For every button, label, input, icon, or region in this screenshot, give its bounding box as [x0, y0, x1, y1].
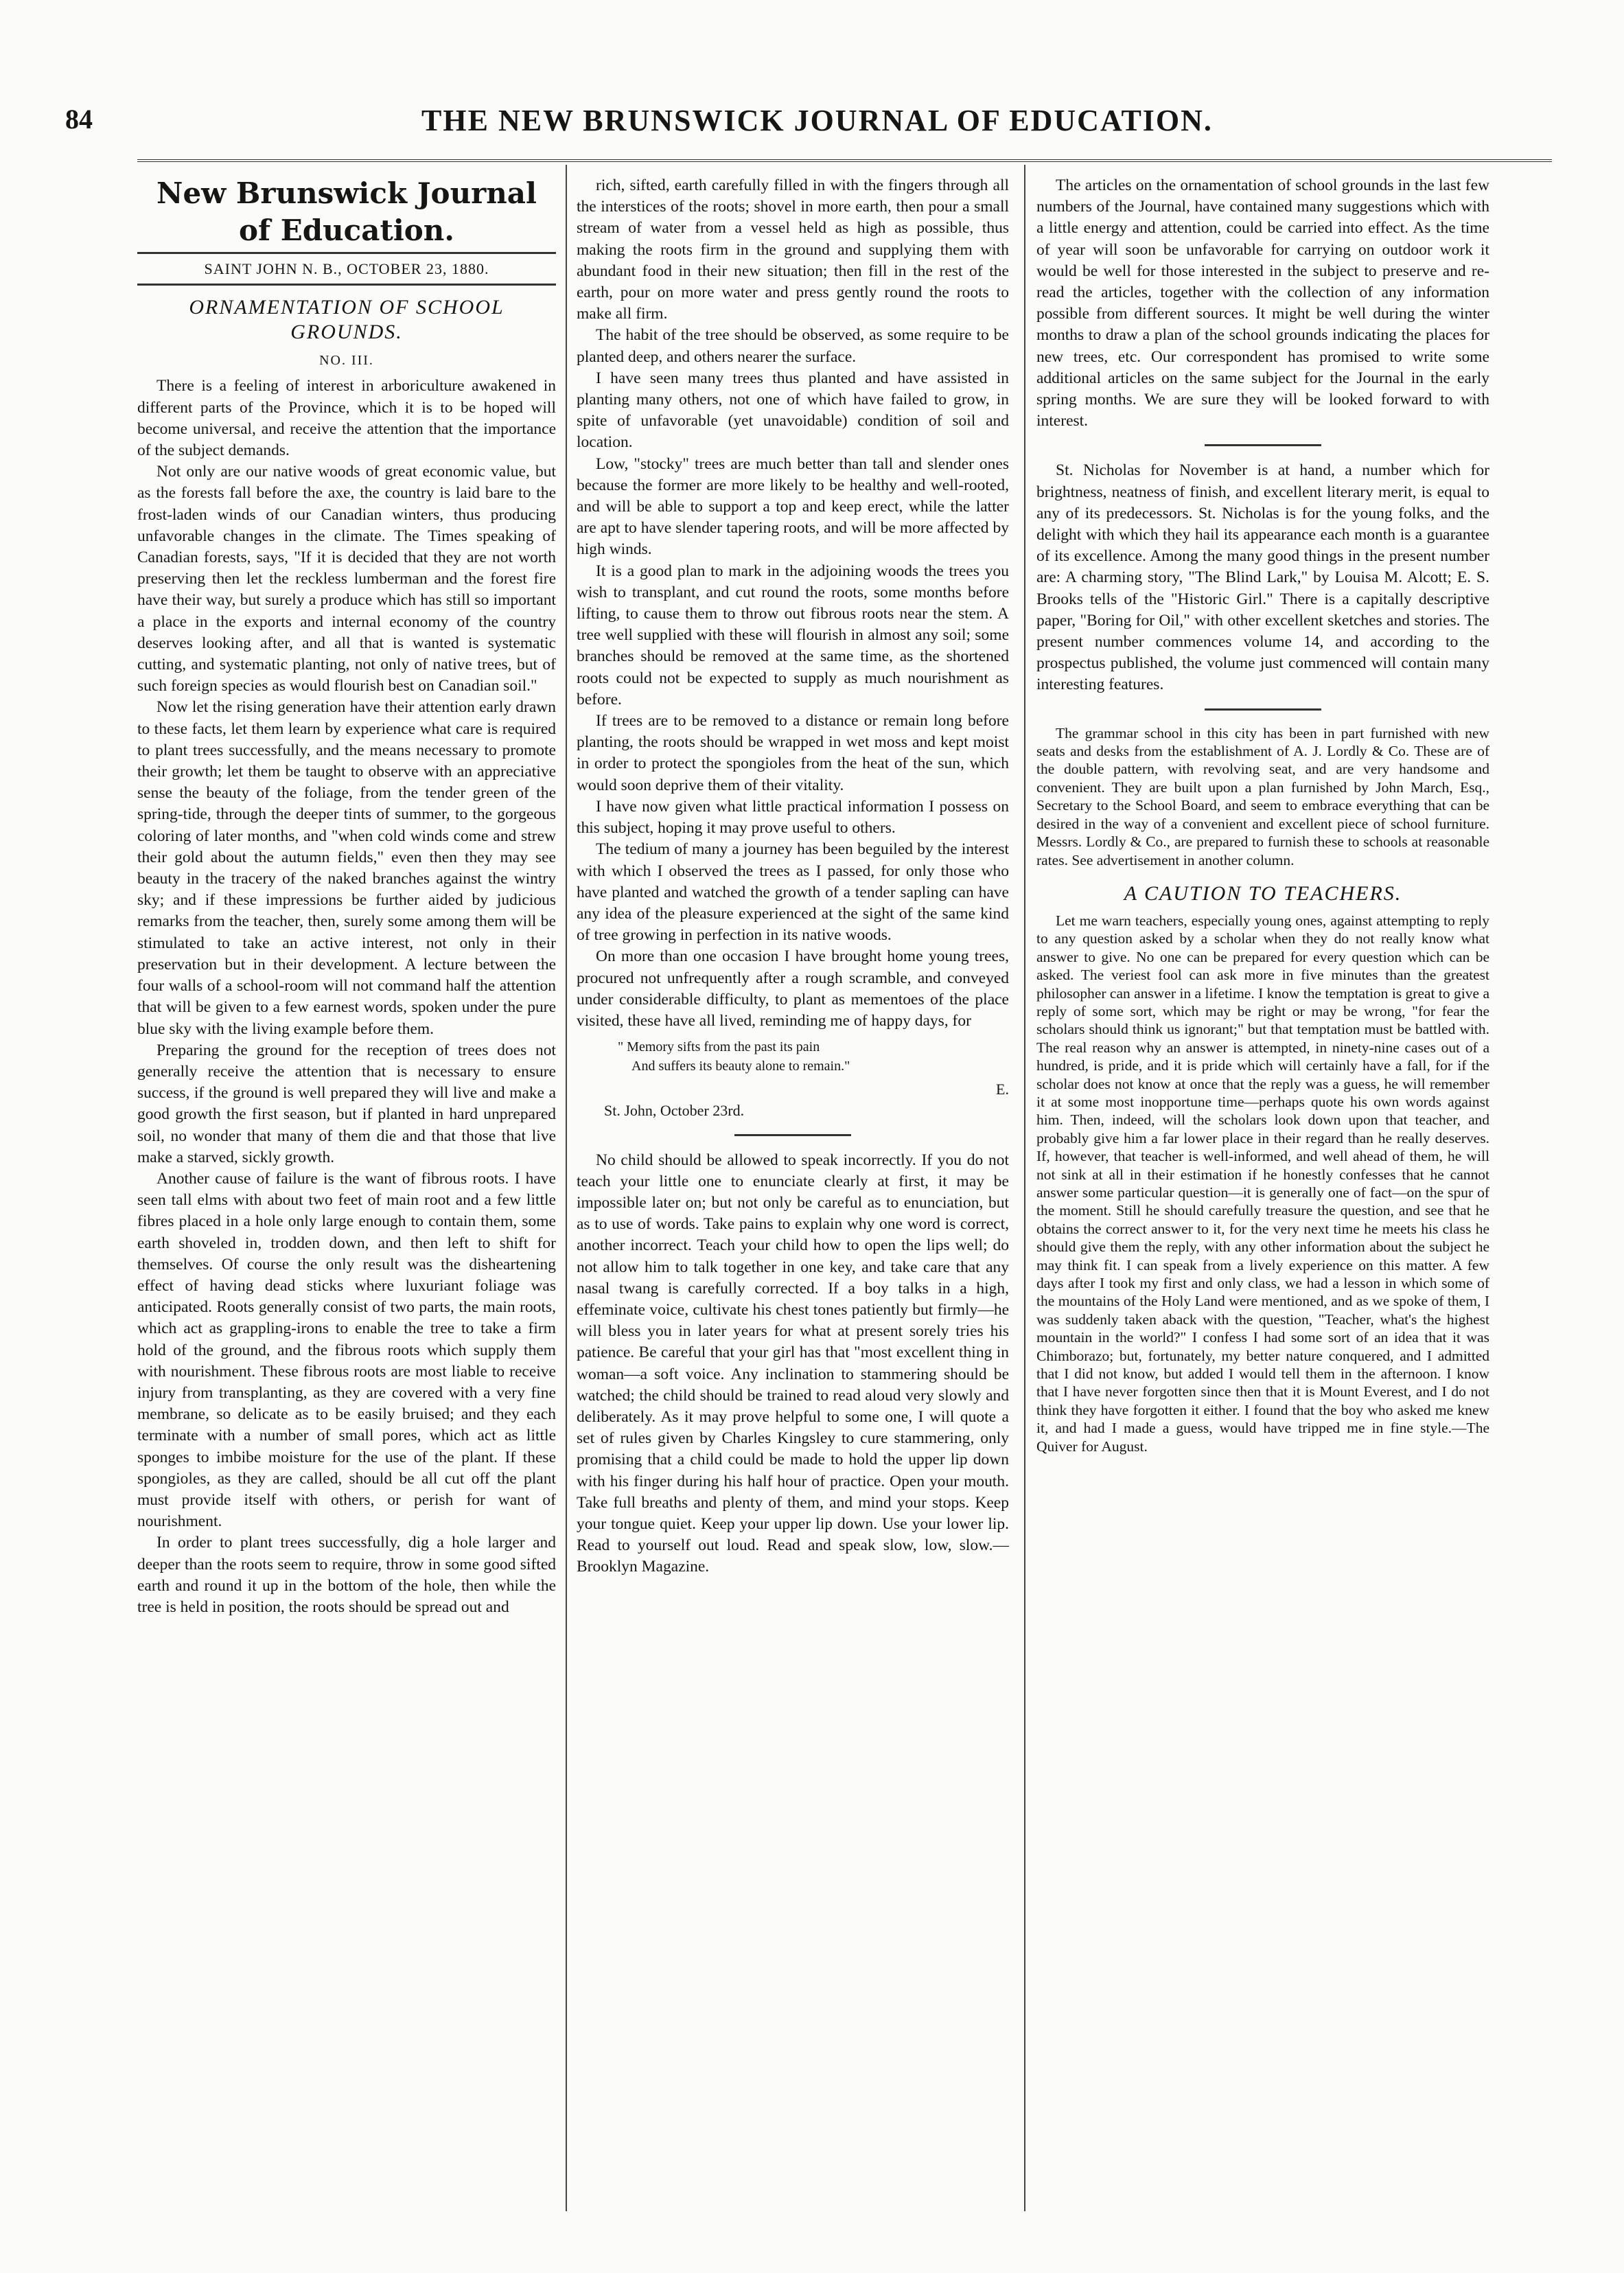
column-rule-2: [1024, 165, 1025, 2211]
paragraph: I have now given what little practical information I possess on this subject, hoping it may prove useful to others.: [577, 797, 1009, 838]
paragraph: In order to plant trees successfully, dig a hole larger and deeper than the roots seem to require, throw in some good sifted earth and round it up in the bottom of the hole, then while the tree is held in position, the roots should be spread out and: [137, 1534, 556, 1616]
paragraph: It is a good plan to mark in the adjoining woods the trees you wish to transplant, and cut round the roots, some months before lifting, to cause them to throw out fibrous roots near the stem. A tree well supplied with these will flourish in almost any soil; some branches should be removed at the same time, as the shortened roots could not be expected to supply as much nourishment as before.: [577, 562, 1009, 708]
journal-title: THE NEW BRUNSWICK JOURNAL OF EDUCATION.: [421, 104, 1213, 137]
paragraph: Now let the rising generation have their attention early drawn to these facts, let them learn by experience what care is required to plant trees successfully, and the means necessary to promote their growth; let them be taught to observe with an appreciative sense the beauty of the foliage, from the tender green of the spring-tide, through the deeper tints of summer, to the gorgeous coloring of later months, and "when cold winds come and strew their gold about the autumn fields," even then they may see beauty in the tracery of the naked branches against the wintry sky; and if these impressions be further aided by judicious remarks from the teacher, then, surely some among them will be stimulated to take an active interest, not only in their preservation but in their development. A lecture between the four walls of a school-room will not command half the attention that will be given to a few earnest words, spoken under the pure blue sky with the living example before them.: [137, 698, 556, 1038]
author-signature: E.: [996, 1081, 1009, 1098]
paragraph: On more than one occasion I have brought home young trees, procured not unfrequently after a rough scramble, and conveyed under considerable difficulty, to plant as mementoes of the place visited, these have all lived, reminding me of happy days, for: [577, 947, 1009, 1030]
verse-line: And suffers its beauty alone to remain.": [631, 1059, 850, 1074]
masthead: New Brunswick Journal of Education.: [156, 176, 537, 247]
paragraph: No child should be allowed to speak incorrectly. If you do not teach your little one to enunciate clearly at first, it may be impossible later on; but not only be careful as to enunciation, but as to use of words. Take pains to explain why one word is correct, another incorrect. Teach your child how to open the lips well; do not allow him to talk together in one key, and take care that any nasal twang is carefully corrected. If a boy talks in a high, effeminate voice, cultivate his chest tones patiently but firmly—he will bless you in later years for what at present sorely tries his patience. Be careful that your girl has that "most excellent thing in woman—a soft voice. Any inclination to stammering should be watched; the child should be trained to read aloud very slowly and deliberately. As it may prove helpful to some one, I will quote a set of rules given by Charles Kingsley to cure stammering, only promising that a child could be made to hold the upper lip down with his finger during his half hour of practice. Open your mouth. Take full breaths and plenty of them, and mind your stops. Keep your tongue quiet. Keep your upper lip down. Use your lower lip. Read to yourself out loud. Read and speak slow, low, slow.—Brooklyn Magazine.: [577, 1151, 1009, 1576]
article-headline: ORNAMENTATION OF SCHOOL GROUNDS.: [189, 296, 504, 344]
paragraph: Another cause of failure is the want of fibrous roots. I have seen tall elms with about two feet of main root and a few little fibres placed in a hole only large enough to contain them, some earth shoveled in, trodden down, and then left to shift for themselves. Of course the only result was the disheartening effect of having dead sticks where luxuriant foliage was anticipated. Roots generally consist of two parts, the main roots, which act as grappling-irons to enable the tree to take a firm hold of the ground, and the fibrous roots which supply them with nourishment. These fibrous roots are most liable to receive injury from transplanting, as they are covered with a very fine membrane, so delicate as to be easily bruised; and they each terminate with a number of small pores, which act as little sponges to imbibe moisture for the use of the plant. If these spongioles, as they are called, should be all cut off the plant must provide itself with others, or perish for want of nourishment.: [137, 1169, 556, 1531]
paragraph: The habit of the tree should be observed, as some require to be planted deep, and others nearer the surface.: [577, 326, 1009, 366]
section-separator: [734, 1134, 851, 1136]
paragraph: St. Nicholas for November is at hand, a number which for brightness, neatness of finish, and excellent literary merit, is equal to any of its predecessors. St. Nicholas is for the young folks, and the delight with which they hail its appearance each month is a guarantee of its excellence. Among the many good things in the present number are: A charming story, "The Blind Lark," by Louisa M. Alcott; E. S. Brooks tells of the "Historic Girl." There is a capitally descriptive paper, "Boring for Oil," with other excellent sketches and stories. The present number commences volume 14, and according to the prospectus published, the volume just commenced will contain many interesting features.: [1036, 461, 1489, 694]
column-rule-1: [566, 165, 567, 2211]
paragraph: The grammar school in this city has been in part furnished with new seats and desks from the establishment of A. J. Lordly & Co. These are of the double pattern, with revolving seat, and are very handsome and convenient. They are built upon a plan furnished by John March, Esq., Secretary to the School Board, and seem to embrace everything that can be desired in the way of a convenient and excellent piece of school furniture. Messrs. Lordly & Co., are prepared to furnish these to schools at reasonable rates. See advertisement in another column.: [1036, 724, 1489, 868]
column-2: [577, 175, 1009, 2211]
paragraph: If trees are to be removed to a distance or remain long before planting, the roots should be wrapped in wet moss and kept moist in order to protect the spongioles from the heat of the sun, which would soon deprive them of their vitality.: [577, 712, 1009, 794]
column-3: [1036, 175, 1489, 2211]
paragraph: Low, "stocky" trees are much better than tall and slender ones because the former are more likely to be healthy and well-rooted, and will be able to support a top and keep erect, while the latter are apt to have slender tapering roots, and will be more affected by high winds.: [577, 454, 1009, 559]
paragraph: The articles on the ornamentation of school grounds in the last few numbers of the Journal, have contained many suggestions which with a little energy and attention, could be carried into effect. As the time of year will soon be unfavorable for carrying on outdoor work it would be well for those interested in the subject to preserve and re-read the articles, together with the collection of any information possible from different sources. It might be well during the winter months to draw a plan of the school grounds indicating the places for new trees, etc. Our correspondent has promised to write some additional articles on the same subject for the Journal in the early spring months. We are sure they will be looked forward to with interest.: [1036, 176, 1489, 430]
dateline: SAINT JOHN N. B., OCTOBER 23, 1880.: [137, 252, 556, 286]
section-separator: [1205, 444, 1321, 446]
top-rule: [137, 159, 1552, 162]
column-1: [137, 175, 556, 2211]
verse-quote: [577, 1037, 1009, 1076]
section-separator: [1205, 708, 1321, 711]
paragraph: rich, sifted, earth carefully filled in with the fingers through all the interstices of the roots; shovel in more earth, then pour a small stream of water from a vessel held as high as possible, thus making the roots firm in the ground and supplying them with abundant food in their new situation; then fill in the rest of the earth, pour on more water and press gently round the roots to make all firm.: [577, 176, 1009, 323]
paragraph: Let me warn teachers, especially young ones, against attempting to reply to any question asked by a scholar when they do not really know what answer to give. No one can be prepared for every question which can be asked. The veriest fool can ask more in five minutes than the greatest philosopher can answer in a lifetime. I know the temptation is great to give a reply of some sort, which may be right or may be wrong, "for fear the scholars should think us ignorant;" but that temptation must be battled with. The real reason why an answer is attempted, in ninety-nine cases out of a hundred, is pride, and it is pride which will certainly have a fall, for if the scholar does not know at once that the reply was a guess, he will remember it at some most inopportune time—perhaps quote his own words against him. Then, indeed, will the scholars look down upon that teacher, and probably give him a far lower place in their regard than he really deserves. If, however, that teacher is well-informed, and well ahead of them, he will not sink at all in their estimation if he honestly confesses that he cannot answer some particular question—it is generally one of fact—on the spur of the moment. Still he should carefully treasure the question, and see that he obtains the correct answer to it, for the very next time he meets his class he should give them the reply, with any other information about the subject he may think fit. I can speak from a lively experience on this matter. A few days after I took my first and only class, we had a lesson in which some of the mountains of the Holy Land were mentioned, and as we spoke of them, I was suddenly taken aback with the question, "Teacher, what's the highest mountain in the world?" I confess I had some sort of an idea that it was Chimborazo; but, fortunately, my better nature conquered, and I admitted that I did not know, but added I would tell them in the afternoon. I know that I have never forgotten since then that it is Mount Everest, and I do not think they have forgotten it either. I found that the boy who asked me knew it, and had I made a guess, would have tripped me in fine style.—The Quiver for August.: [1036, 912, 1489, 1455]
paragraph: There is a feeling of interest in arboriculture awakened in different parts of the Province, which it is to be hoped will become universal, and receive the attention that the importance of the subject demands.: [137, 377, 556, 460]
date-place: St. John, October 23rd.: [604, 1102, 745, 1120]
verse-line: " Memory sifts from the past its pain: [618, 1039, 820, 1055]
paragraph: Not only are our native woods of great economic value, but as the forests fall before the axe, the country is laid bare to the frost-laden winds of our Canadian winters, thus producing unfavorable changes in the climate. The Times speaking of Canadian forests, says, "If it is decided that they are not worth preserving then let the reckless lumberman and the forest fire have their way, but surely a produce which has still so important a place in the exports and internal economy of the country deserves looking after, and all that is wanted is systematic cutting, and systematic planting, not only of native trees, but of such foreign species as would flourish best on Canadian soil.": [137, 463, 556, 695]
running-head: [65, 103, 1569, 151]
page-number: 84: [65, 104, 93, 135]
paragraph: Preparing the ground for the reception of trees does not generally receive the attention that is necessary to ensure success, if the ground is well prepared they will live and make a good growth the first season, but if planted in hard unprepared soil, no wonder that many of them die and that those that live make a starved, sickly growth.: [137, 1041, 556, 1166]
paragraph: The tedium of many a journey has been beguiled by the interest with which I observed the trees as I passed, for only those who have planted and watched the growth of a tender sapling can have any idea of the pleasure experienced at the sight of the same kind of tree growing in perfection in its native woods.: [577, 840, 1009, 945]
paragraph: I have seen many trees thus planted and have assisted in planting many others, not one of which have failed to grow, in spite of unfavorable (yet unavoidable) condition of soil and location.: [577, 369, 1009, 452]
caution-headline: A CAUTION TO TEACHERS.: [1124, 881, 1402, 905]
article-number: NO. III.: [319, 353, 374, 369]
